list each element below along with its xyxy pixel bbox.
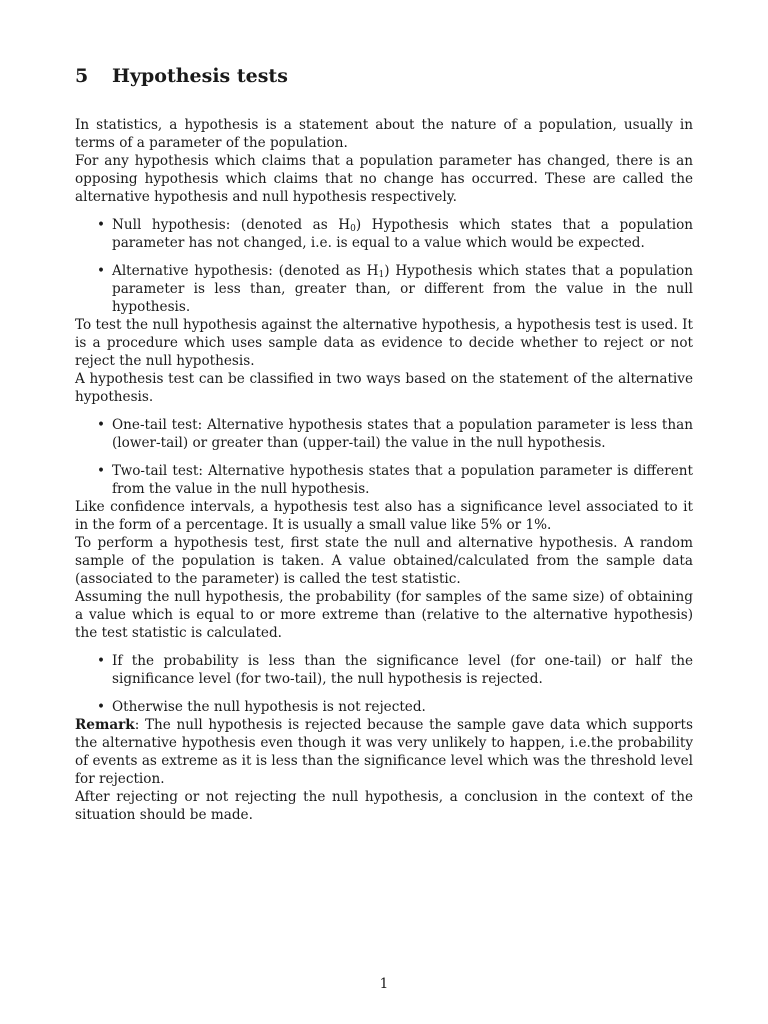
paragraph-opposing: For any hypothesis which claims that a population parameter has changed, there is an opposing hypothesis which claims that no change has occurred. These are called the alternative hypothesis and null hypothesis respectively. bbox=[75, 153, 693, 205]
list-item-rejected: • If the probability is less than the significance level (for one-tail) or half the significance level (for two-tail), the null hypothesis is rejected. bbox=[97, 653, 693, 687]
list-item-two-tail: • Two-tail test: Alternative hypothesis states that a population parameter is different from the value in the null hypothesis. bbox=[97, 463, 693, 497]
paragraph-intro: In statistics, a hypothesis is a statement about the nature of a population, usually in terms of a parameter of the population. bbox=[75, 117, 693, 151]
list-item-one-tail: • One-tail test: Alternative hypothesis states that a population parameter is less than (lower-tail) or greater than (upper-tail) the value in the null hypothesis. bbox=[97, 417, 693, 451]
document-page bbox=[75, 62, 693, 824]
bullet-icon: • bbox=[97, 653, 106, 669]
bullet-icon: • bbox=[97, 263, 106, 279]
bullet-icon: • bbox=[97, 699, 106, 715]
list-item-null-hypothesis: • Null hypothesis: (denoted as $H_0$) Hypothesis which states that a population parameter has not changed, i.e. is equal to a value which would be expected. bbox=[97, 217, 694, 251]
list-item-not-rejected: • Otherwise the null hypothesis is not rejected. bbox=[97, 699, 426, 715]
paragraph-perform: To perform a hypothesis test, first state the null and alternative hypothesis. A random sample of the population is taken. A value obtained/calculated from the sample data (associated to the parameter) is called the test statistic. bbox=[75, 535, 693, 587]
bullet-icon: • bbox=[97, 463, 106, 479]
section-title: Hypothesis tests bbox=[112, 65, 288, 87]
paragraph-confidence: Like confidence intervals, a hypothesis test also has a significance level associated to it in the form of a percentage. It is usually a small value like 5% or 1%. bbox=[75, 499, 693, 533]
decision-list bbox=[75, 652, 693, 716]
remark-label: Remark bbox=[75, 717, 135, 733]
tail-test-list bbox=[75, 416, 693, 498]
paragraph-test-used: To test the null hypothesis against the alternative hypothesis, a hypothesis test is used. It is a procedure which uses sample data as evidence to decide whether to reject or not reject the null hypothesis. bbox=[75, 317, 693, 369]
bullet-icon: • bbox=[97, 217, 106, 233]
paragraph-classified: A hypothesis test can be classified in two ways based on the statement of the alternative hypothesis. bbox=[75, 371, 693, 405]
page-number: 1 bbox=[379, 976, 389, 992]
section-heading bbox=[75, 62, 693, 90]
paragraph-remark bbox=[75, 716, 693, 788]
paragraph-conclusion: After rejecting or not rejecting the null hypothesis, a conclusion in the context of the situation should be made. bbox=[75, 789, 693, 823]
remark-text: : The null hypothesis is rejected because the sample gave data which supports the alternative hypothesis even though it was very unlikely to happen, i.e.the probability of events as extreme as it is less than the significance level which was the threshold level for rejection. bbox=[75, 717, 694, 787]
list-item-alternative-hypothesis: • Alternative hypothesis: (denoted as $H_1$) Hypothesis which states that a population parameter is less than, greater than, or different from the value in the null hypothesis. bbox=[97, 263, 694, 315]
bullet-icon: • bbox=[97, 417, 106, 433]
hypotheses-list bbox=[75, 216, 693, 316]
paragraph-assuming: Assuming the null hypothesis, the probability (for samples of the same size) of obtaining a value which is equal to or more extreme than (relative to the alternative hypothesis) the test statistic is calculated. bbox=[75, 589, 693, 641]
section-number: 5 bbox=[75, 65, 89, 87]
